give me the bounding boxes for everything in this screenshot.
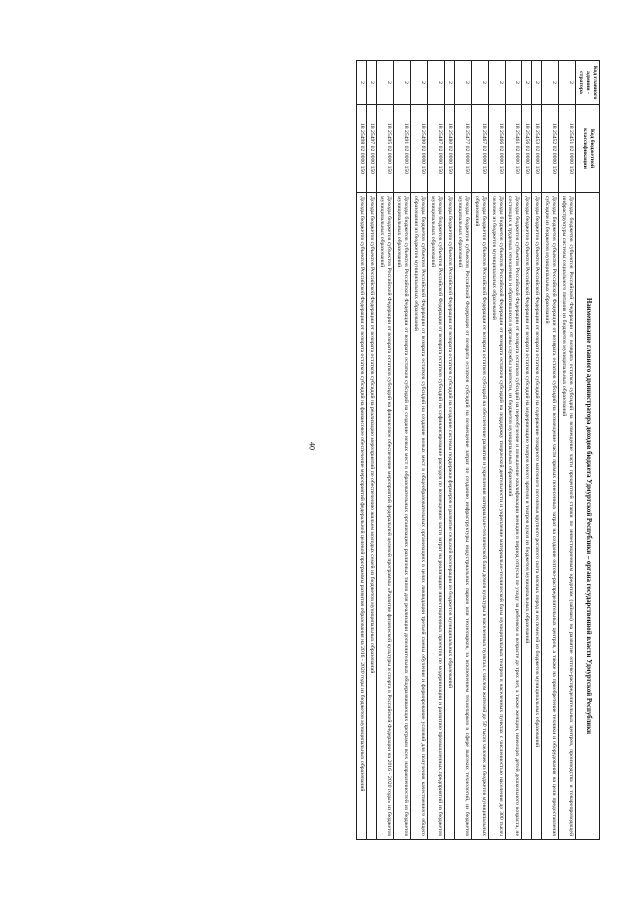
table-row	[532, 61, 542, 840]
row-admin-code: 2	[532, 61, 542, 105]
row-name: Доходы бюджетов субъектов Российской Федерации от возврата остатков субсидий на реализацию мероприятий по обеспечению жильем молодых семей из бюджетов муниципальных образований	[367, 193, 377, 840]
page-number: 40	[307, 442, 317, 450]
row-admin-code: 2	[522, 61, 532, 105]
table-row	[505, 61, 522, 840]
header-admin-code: Код главного админи - стратора	[576, 61, 600, 105]
table-row	[542, 61, 559, 840]
table-row	[411, 61, 428, 840]
row-admin-code: 2	[411, 61, 428, 105]
row-budget-code: 18 25466 02 0000 150	[488, 105, 505, 193]
row-admin-code: 2	[427, 61, 444, 105]
row-budget-code: 18 25467 02 0000 150	[471, 105, 488, 193]
table-body	[357, 61, 576, 840]
row-name: Доходы бюджетов субъектов Российской Федерации от возврата остатков субсидий на переобучение и повышение квалификации женщин в период отпуска по уходу за ребенком в возрасте до трех лет, а также женщин, имеющих детей дошкольного возраста, не состоящих в трудовых отношениях и обратившихся в органы службы занятости, из бюджетов муниципальных образований	[505, 193, 522, 840]
header-name: Наименование главного администратора доходов бюджета Удмуртской Республики – органа государственной власти Удмуртской Республики	[576, 193, 600, 840]
row-admin-code: 2	[471, 61, 488, 105]
table-row	[471, 61, 488, 840]
table-row	[454, 61, 471, 840]
row-name: Доходы бюджетов субъектов Российской Федерации от возврата остатков субсидий на возмещение части процентной ставки по инвестиционным кредитам (займам) на развитие оптово-распределительных центров, производства и товаропроводящей инфраструктуры системы социального питания из бюджетов муниципальных образований	[559, 193, 576, 840]
row-admin-code: 2	[444, 61, 454, 105]
row-name: Доходы бюджетов субъектов Российской Федерации от возврата остатков субсидий на финансовое обеспечение мероприятий федеральной целевой программы «Развитие физической культуры и спорта в Российской Федерации на 2016 - 2020 годы» из бюджетов муниципальных образований	[377, 193, 394, 840]
row-admin-code: 2	[367, 61, 377, 105]
row-budget-code: 18 25452 02 0000 150	[542, 105, 559, 193]
row-admin-code: 2	[357, 61, 367, 105]
row-admin-code: 2	[542, 61, 559, 105]
row-budget-code: 18 25453 02 0000 150	[532, 105, 542, 193]
table-row	[444, 61, 454, 840]
table-row	[559, 61, 576, 840]
row-budget-code: 18 25490 02 0000 150	[411, 105, 428, 193]
table-row	[357, 61, 367, 840]
table-row	[377, 61, 394, 840]
row-name: Доходы бюджетов субъектов Российской Федерации от возврата остатков субсидий на создание новых мест в образовательных организациях различных типов для реализации дополнительных общеразвивающих программ всех направленностей из бюджетов муниципальных образований	[394, 193, 411, 840]
revenue-administrators-table	[356, 60, 600, 840]
row-budget-code: 18 25480 02 0000 150	[444, 105, 454, 193]
table-row	[394, 61, 411, 840]
table-row	[427, 61, 444, 840]
row-admin-code: 2	[394, 61, 411, 105]
row-name: Доходы бюджетов субъектов Российской Федерации от возврата остатков субсидий на поддержку творческой деятельности и укрепление материально-технической базы муниципальных театров в населенных пунктах с численностью населения до 300 тысяч человек из бюджетов муниципальных образований	[488, 193, 505, 840]
row-admin-code: 2	[559, 61, 576, 105]
header-budget-code: Код бюджетной классификации	[576, 105, 600, 193]
row-budget-code: 18 25451 02 0000 150	[559, 105, 576, 193]
table-row	[488, 61, 505, 840]
row-budget-code: 18 25456 02 0000 150	[522, 105, 532, 193]
row-budget-code: 18 25491 02 0000 150	[394, 105, 411, 193]
row-name: Доходы бюджетов субъектов Российской Федерации от возврата остатков субсидий на финансовое обеспечение мероприятий федеральной целевой программы развития образования на 2016 - 2020 годы из бюджетов муниципальных образований	[357, 193, 367, 840]
table-row	[522, 61, 532, 840]
row-budget-code: 18 25477 02 0000 150	[454, 105, 471, 193]
rotated-table-page	[75, 60, 600, 840]
row-name: Доходы бюджетов субъектов Российской Федерации от возврата остатков субсидий на создание системы поддержки фермеров и развитие сельской кооперации из бюджетов муниципальных образований	[444, 193, 454, 840]
table-row	[367, 61, 377, 840]
row-name: Доходы бюджетов субъектов Российской Федерации от возврата остатков субсидий на возмещение затрат по созданию инфраструктуры индустриальных парков или технопарков, за исключением технопарков в сфере высоких технологий, из бюджетов муниципальных образований	[454, 193, 471, 840]
row-admin-code: 2	[505, 61, 522, 105]
row-name: Доходы бюджетов субъектов Российской Федерации от возврата остатков субсидий на создание новых мест в общеобразовательных организациях в целях ликвидации третьей смены обучения и формирование условий для получения качественного общего образования из бюджетов муниципальных образований	[411, 193, 428, 840]
row-admin-code: 2	[454, 61, 471, 105]
row-name: Доходы бюджетов субъектов Российской Федерации от возврата остатков субсидий на обеспечение развития и укрепления материально-технической базы домов культуры в населенных пунктах с числом жителей до 50 тысяч человек из бюджетов муниципальных образований	[471, 193, 488, 840]
row-name: Доходы бюджетов субъектов Российской Федерации от возврата остатков субсидий на софинансирование расходов по возмещению части затрат на реализацию инвестиционных проектов по модернизации и развитию промышленных предприятий из бюджетов муниципальных образований	[427, 193, 444, 840]
row-admin-code: 2	[488, 61, 505, 105]
row-budget-code: 18 25487 02 0000 150	[427, 105, 444, 193]
row-budget-code: 18 25495 02 0000 150	[377, 105, 394, 193]
row-name: Доходы бюджетов субъектов Российской Федерации от возврата остатков субсидий на возмещение части прямых понесенных затрат на создание оптово-распределительных центров, а также на приобретение техники и оборудования на цели предоставления субсидии из бюджетов муниципальных образований	[542, 193, 559, 840]
row-budget-code: 18 25497 02 0000 150	[367, 105, 377, 193]
row-admin-code: 2	[377, 61, 394, 105]
table-header-row	[576, 61, 600, 840]
row-budget-code: 18 25461 02 0000 150	[505, 105, 522, 193]
row-name: Доходы бюджетов субъектов Российской Федерации от возврата остатков субсидий на содержание товарного маточного поголовья крупного рогатого скота мясных пород и их помесей из бюджетов муниципальных образований	[532, 193, 542, 840]
row-name: Доходы бюджетов субъектов Российской Федерации от возврата остатков субсидий на модернизацию театров юного зрителя и театров кукол из бюджетов муниципальных образований	[522, 193, 532, 840]
row-budget-code: 18 25498 02 0000 150	[357, 105, 367, 193]
